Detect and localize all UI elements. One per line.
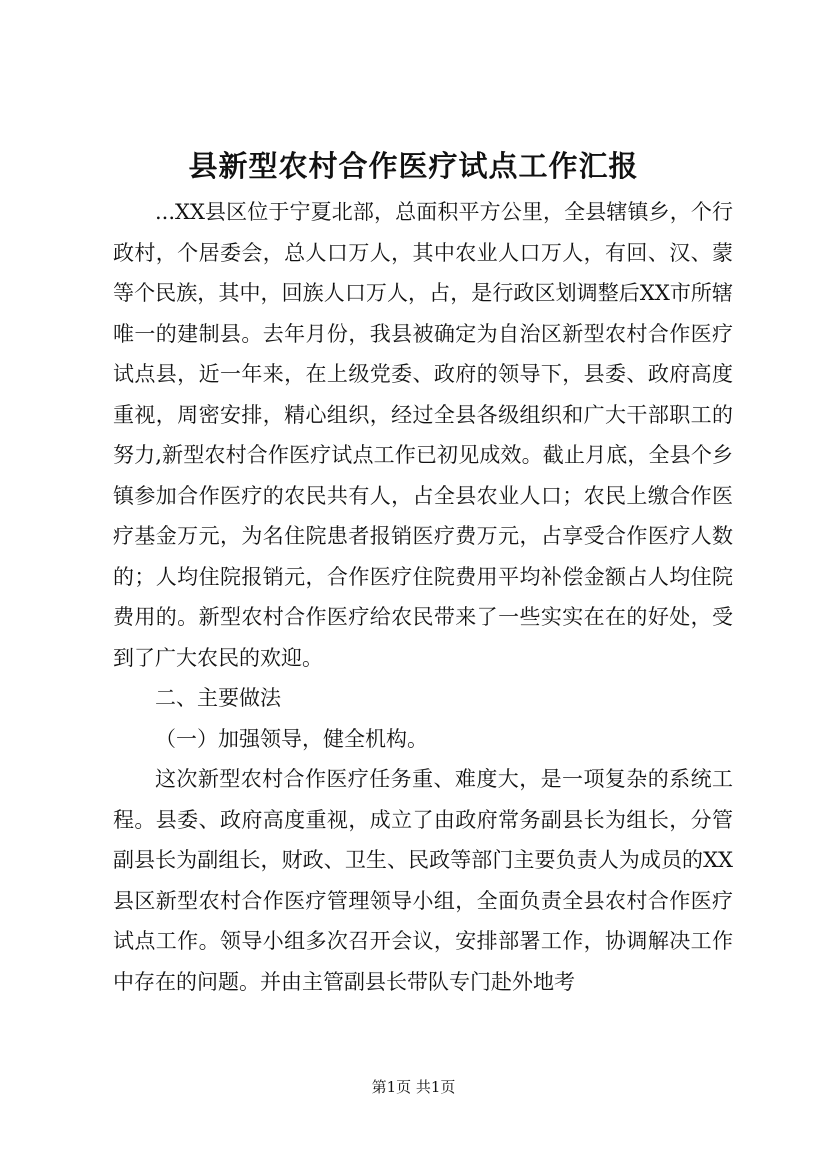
paragraph-leadership: 这次新型农村合作医疗任务重、难度大，是一项复杂的系统工程。县委、政府高度重视，成立了由政府常务副县长为组长，分管副县长为副组长，财政、卫生、民政等部门主要负责人为成员的XX县区新型农村合作医疗管理领导小组，全面负责全县农村合作医疗试点工作。领导小组多次召开会议，安排部署工作，协调解决工作中存在的问题。并由主管副县长带队专门赴外地考 bbox=[113, 767, 733, 994]
page-footer: 第1页 共1页 bbox=[371, 1078, 456, 1096]
paragraph-overview: ...XX县区位于宁夏北部，总面积平方公里，全县辖镇乡，个行政村，个居委会，总人口万人，其中农业人口万人，有回、汉、蒙等个民族，其中，回族人口万人，占，是行政区划调整后XX市所辖唯一的建制县。去年月份，我县被确定为自治区新型农村合作医疗试点县，近一年来，在上级党委、政府的领导下，县委、政府高度重视，周密安排，精心组织，经过全县各级组织和广大干部职工的努力,新型农村合作医疗试点工作已初见成效。截止月底，全县个乡镇参加合作医疗的农民共有人，占全县农业人口；农民上缴合作医疗基金万元，为名住院患者报销医疗费万元，占享受合作医疗人数的；人均住院报销元，合作医疗住院费用平均补偿金额占人均住院费用的。新型农村合作医疗给农民带来了一些实实在在的好处，受到了广大农民的欢迎。 bbox=[113, 200, 733, 670]
document-title: 县新型农村合作医疗试点工作汇报 bbox=[188, 149, 639, 183]
subsection-heading-leadership: （一）加强领导，健全机构。 bbox=[155, 726, 428, 751]
section-heading-main-practices: 二、主要做法 bbox=[155, 686, 281, 710]
document-body bbox=[113, 192, 733, 1002]
